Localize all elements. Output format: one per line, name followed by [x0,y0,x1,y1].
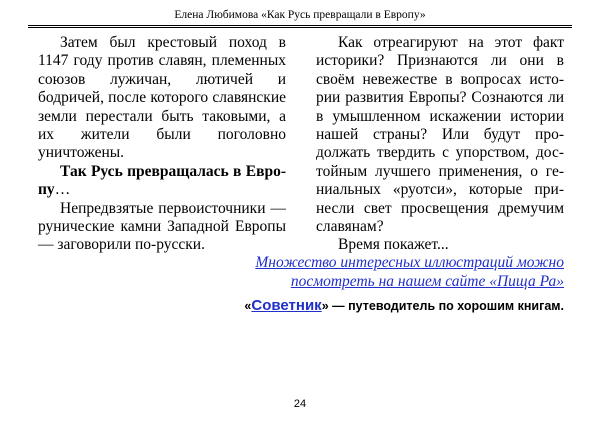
advisor-link[interactable]: Советник [251,297,322,314]
header-double-rule [28,25,572,28]
right-column [316,34,564,255]
running-header: Елена Любимова «Как Русь превращали в Европу» [174,9,426,21]
close-quote: » [321,299,329,313]
advisor-tagline: — путеводитель по хорошим книгам. [328,299,564,313]
paragraph-time-will-tell: Время покажет... [338,236,449,254]
paragraph-rus-became-europe [38,163,286,200]
paragraph-runic-stones: Непредвзятые первоисточники — рунические камни Западной Европы — заговорили по-русски. [38,199,286,254]
paragraph-crusade: Затем был крестовый поход в 1147 году против славян, племенных союзов лужичан, лютичей и бодричей, после которого славянские земли перестали быть таковыми, а их жители были поголовно уничтожены. [38,34,286,162]
promo-block [240,253,564,291]
bold-phrase: Так Русь превращалась в Европу [38,162,286,199]
page-number: 24 [293,398,307,410]
left-column [38,34,286,255]
site-illustrations-link[interactable]: Множество интересных иллюстраций можно посмотреть на нашем сайте «Пища Ра» [255,254,564,290]
open-quote: « [244,299,252,313]
advisor-line [240,296,564,316]
ellipsis: … [54,181,71,199]
paragraph-historians: Как отреагируют на этот факт историки? Признаются ли они в своём невежестве в вопросах истории развития Европы? Сознаются ли в умышленном искажении истории нашей страны? Или будут продолжать твердить с упорством, достойным лучшего применения, о гениальных «руотси», которые принесли свет просвещения дремучим славянам? [316,34,564,236]
